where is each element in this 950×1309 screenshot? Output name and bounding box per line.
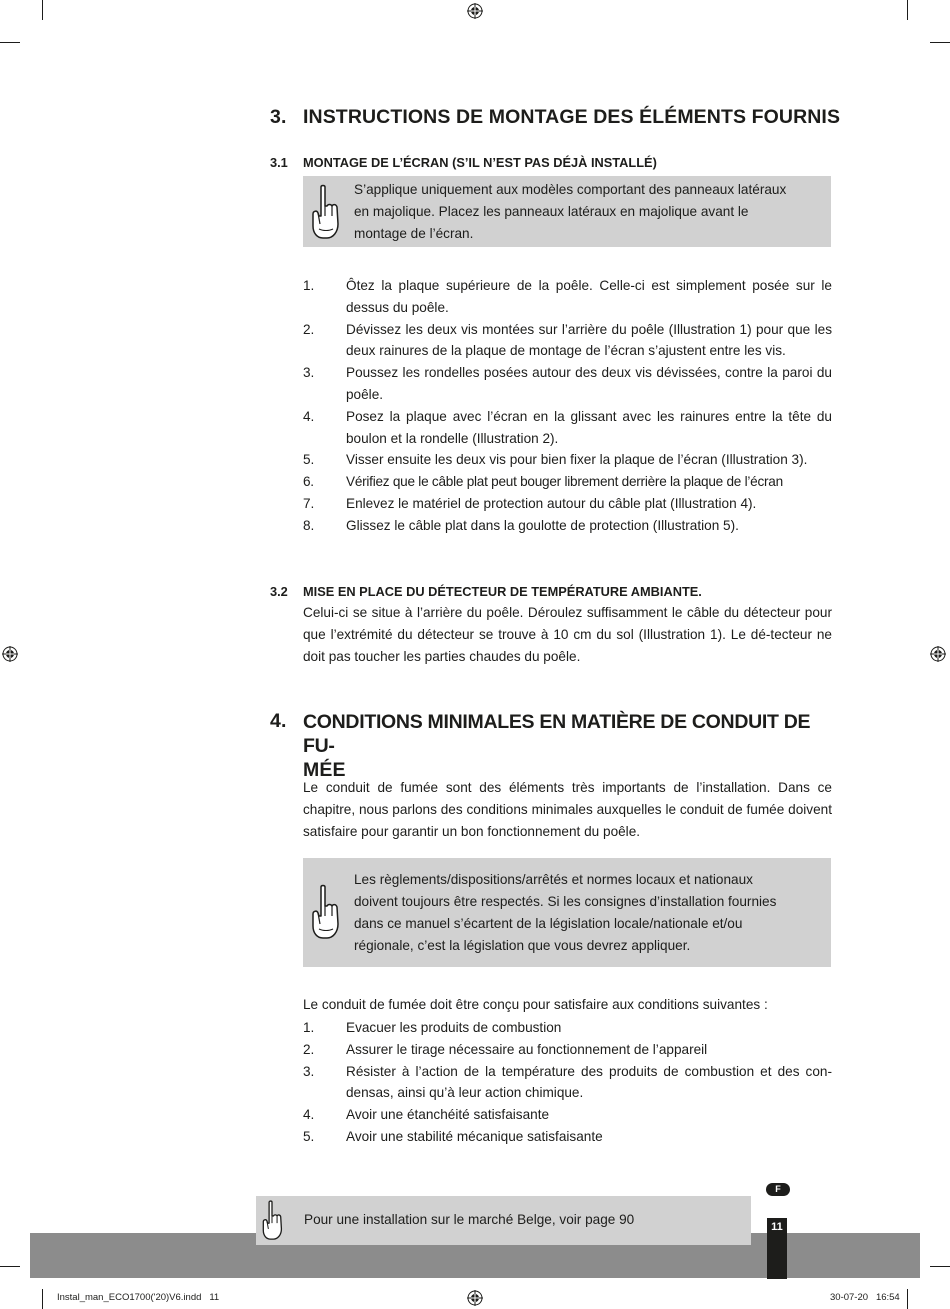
note-box — [303, 858, 831, 967]
crop-mark — [907, 0, 908, 20]
pointing-hand-icon — [309, 184, 341, 242]
note-line: régionale, c’est la législation que vous devrez appliquer. — [354, 938, 691, 953]
section-4-heading — [270, 710, 835, 781]
section-title: INSTRUCTIONS DE MONTAGE DES ÉLÉMENTS FOURNIS — [303, 106, 841, 128]
list-item: 5. Avoir une stabilité mécanique satisfaisante — [303, 1128, 603, 1144]
mounting-steps-list — [303, 275, 832, 537]
page-number-tab — [767, 1218, 787, 1279]
list-item: 5. Visser ensuite les deux vis pour bien fixer la plaque de l’écran (Illustration 3). — [303, 452, 808, 468]
print-timestamp: 30-07-20 16:54 — [830, 1292, 900, 1303]
subsection-title: MISE EN PLACE DU DÉTECTEUR DE TEMPÉRATURE AMBIANTE. — [303, 584, 702, 599]
registration-mark-icon — [930, 646, 946, 662]
note-line: montage de l’écran. — [354, 226, 474, 241]
subsection-3-1-heading — [270, 155, 830, 173]
subsection-number: 3.1 — [270, 155, 288, 170]
pointing-hand-icon — [309, 884, 341, 942]
section-3-heading — [270, 106, 850, 132]
registration-mark-icon — [467, 1290, 483, 1306]
crop-mark — [42, 1289, 43, 1309]
list-item: 3. Poussez les rondelles posées autour des deux vis dévissées, contre la paroi du poêle. — [303, 365, 832, 402]
crop-mark — [0, 1266, 20, 1267]
list-item: 1. Evacuer les produits de combustion — [303, 1020, 562, 1035]
language-badge: F — [766, 1183, 790, 1196]
belgian-note-text: Pour une installation sur le marché Belge, voir page 90 — [304, 1212, 635, 1227]
registration-mark-icon — [2, 646, 18, 662]
list-item: 1. Ôtez la plaque supérieure de la poêle. Celle-ci est simplement posée sur le dessus du poêle. — [303, 278, 832, 315]
subsection-3-2-heading — [270, 584, 830, 602]
crop-mark — [907, 1289, 908, 1309]
section-number: 3. — [270, 106, 287, 128]
page-number: 11 — [771, 1221, 783, 1233]
list-item: 4. Avoir une étanchéité satisfaisante — [303, 1107, 550, 1123]
crop-mark — [0, 42, 20, 43]
list-item: 8. Glissez le câble plat dans la goulotte de protection (Illustration 5). — [303, 517, 739, 533]
list-item: 2. Assurer le tirage nécessaire au fonctionnement de l’appareil — [303, 1041, 708, 1057]
conditions-list — [303, 1017, 832, 1148]
note-line: S’applique uniquement aux modèles comportant des panneaux latéraux — [354, 182, 787, 197]
registration-mark-icon — [467, 3, 483, 19]
note-line: Les règlements/dispositions/arrêtés et normes locaux et nationaux — [354, 872, 753, 887]
sensor-paragraph: Celui-ci se situe à l’arrière du poêle. Déroulez suffisamment le câble du détecteur pour que l’extrémité du détecteur se trouve à 10 cm du sol (Illustration 1). Le dé-tecteur ne doit pas toucher les parties chaudes du poêle. — [303, 605, 832, 664]
crop-mark — [930, 1266, 950, 1267]
section-number: 4. — [270, 710, 287, 732]
list-item: 4. Posez la plaque avec l’écran en la glissant avec les rainures entre la tête du boulon et la rondelle (Illustration 2). — [303, 408, 832, 446]
crop-mark — [42, 0, 43, 20]
flue-intro-paragraph: Le conduit de fumée sont des éléments très importants de l’installation. Dans ce chapitre, nous parlons des conditions minimales auxquelles le conduit de fumée doivent satisfaire pour garantir un bon fonctionnement du poêle. — [303, 780, 832, 839]
list-item: 7. Enlevez le matériel de protection autour du câble plat (Illustration 4). — [303, 495, 757, 511]
note-line: doivent toujours être respectés. Si les consignes d’installation fournies — [354, 894, 777, 909]
note-box — [303, 176, 831, 247]
note-line: en majolique. Placez les panneaux latéraux en majolique avant le — [354, 204, 749, 219]
section-title-line: MÉE — [303, 759, 346, 781]
list-item: 3. Résister à l’action de la température des produits de combustion et des con-densas, ainsi qu’à leur action chimique. — [303, 1063, 832, 1101]
pointing-hand-icon — [260, 1200, 284, 1242]
conditions-intro: Le conduit de fumée doit être conçu pour satisfaire aux conditions suivantes : — [303, 997, 768, 1012]
note-line: dans ce manuel s’écartent de la législation locale/nationale et/ou — [354, 916, 743, 931]
subsection-title: MONTAGE DE L’ÉCRAN (S’IL N’EST PAS DÉJÀ INSTALLÉ) — [303, 155, 657, 170]
section-title-line: CONDITIONS MINIMALES EN MATIÈRE DE CONDUIT DE FU- — [303, 711, 811, 757]
crop-mark — [930, 42, 950, 43]
list-item: 2. Dévissez les deux vis montées sur l’arrière du poêle (Illustration 1) pour que les deux rainures de la plaque de montage de l’écran s’ajustent entre les vis. — [303, 321, 832, 359]
file-name: Instal_man_ECO1700('20)V6.indd 11 — [57, 1292, 220, 1303]
list-item: 6. Vérifiez que le câble plat peut bouger librement derrière la plaque de l’écran — [303, 474, 783, 490]
subsection-number: 3.2 — [270, 584, 288, 599]
belgian-note-box — [256, 1196, 751, 1245]
